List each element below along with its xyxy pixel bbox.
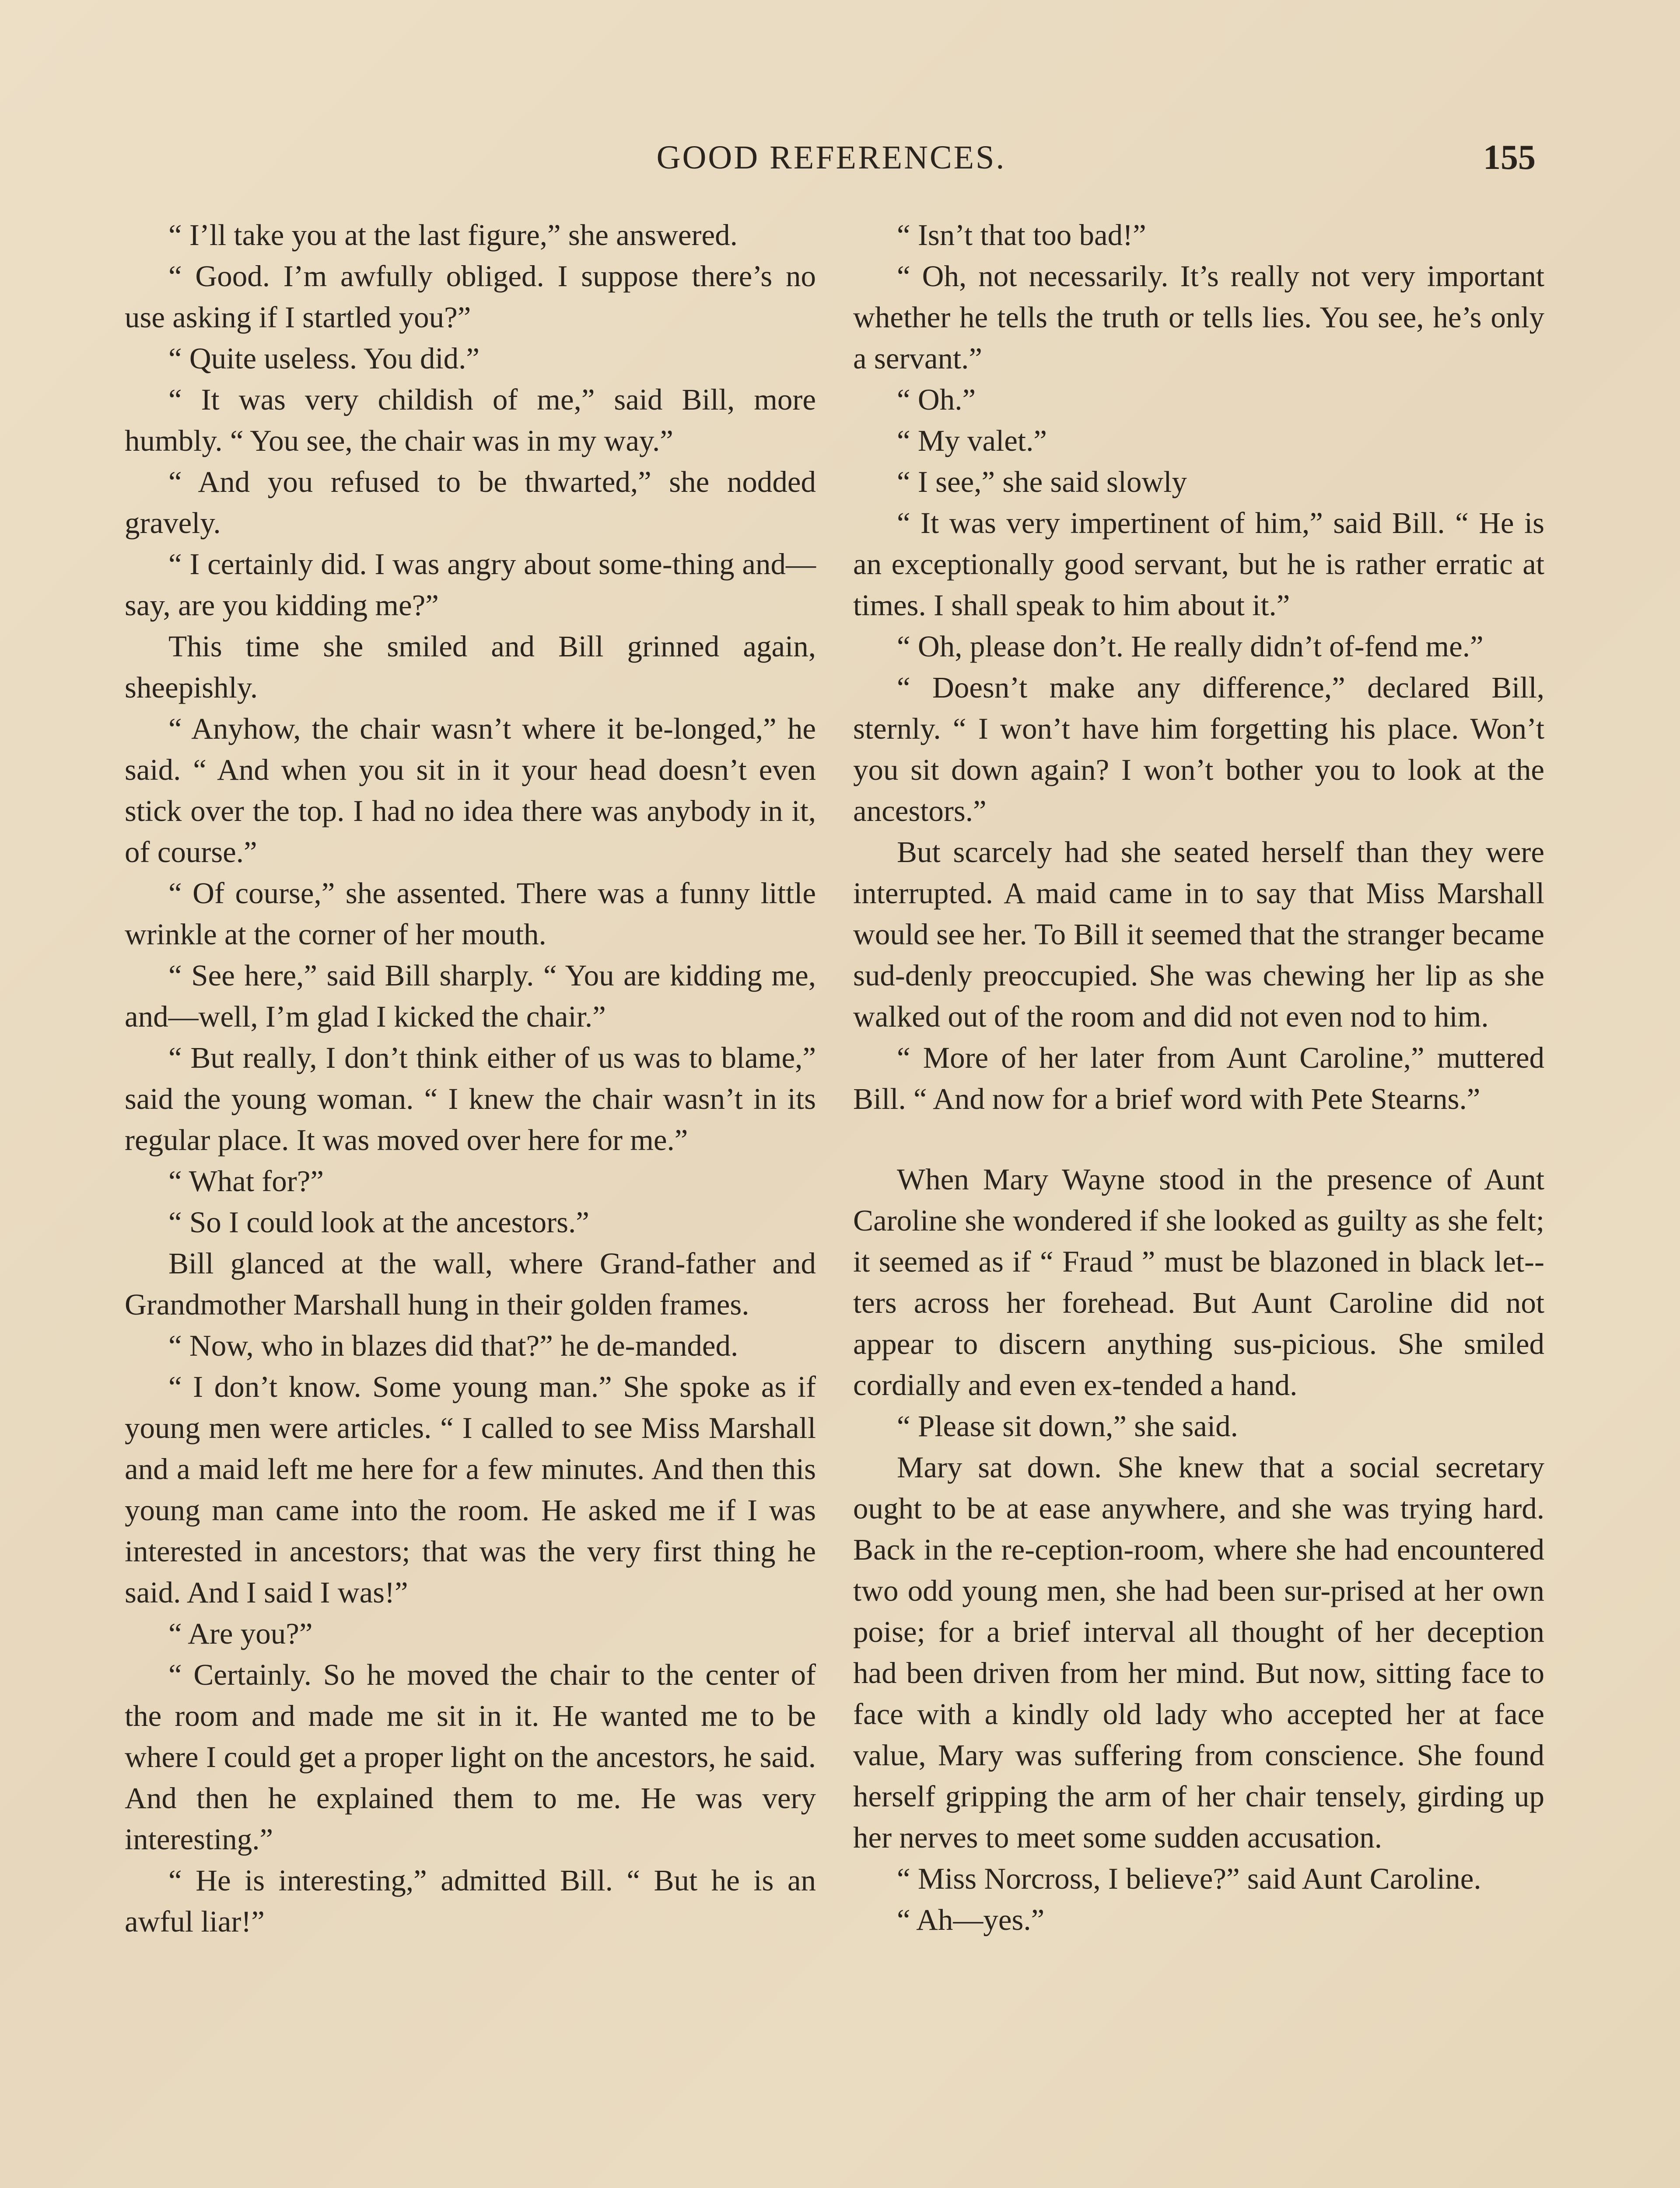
paragraph: “ Good. I’m awfully obliged. I suppose there’s no use asking if I startled you?” bbox=[125, 259, 816, 334]
paragraph: “ I see,” she said slowly bbox=[897, 465, 1187, 498]
paragraph: “ What for?” bbox=[168, 1164, 324, 1198]
paragraph: “ I’ll take you at the last figure,” she answered. bbox=[168, 218, 738, 252]
running-title: GOOD REFERENCES. bbox=[656, 139, 1006, 176]
paragraph: “ Isn’t that too bad!” bbox=[897, 218, 1146, 252]
paragraph: “ Miss Norcross, I believe?” said Aunt Caroline. bbox=[897, 1862, 1481, 1895]
paragraph: “ Quite useless. You did.” bbox=[168, 342, 480, 375]
paragraph: “ It was very childish of me,” said Bill, more humbly. “ You see, the chair was in my way.” bbox=[125, 383, 816, 457]
paragraph: “ My valet.” bbox=[897, 424, 1047, 457]
paragraph: “ Doesn’t make any difference,” declared Bill, sternly. “ I won’t have him forgetting his place. Won’t you sit down again? I won’t bother you to look at the ancestors.” bbox=[853, 671, 1544, 828]
paragraph: “ Of course,” she assented. There was a funny little wrinkle at the corner of her mouth. bbox=[125, 877, 816, 951]
paragraph: “ Please sit down,” she said. bbox=[897, 1410, 1238, 1443]
paragraph: Mary sat down. She knew that a social secretary ought to be at ease anywhere, and she was trying hard. Back in the re-ception-room, where she had encountered two odd young men, she had been sur-prised at her own poise; for a brief interval all thought of her deception had been driven from her mind. But now, sitting face to face with a kindly old lady who accepted her at face value, Mary was suffering from conscience. She found herself gripping the arm of her chair tensely, girding up her nerves to meet some sudden accusation. bbox=[853, 1451, 1544, 1854]
paragraph: “ Anyhow, the chair wasn’t where it be-longed,” he said. “ And when you sit in it your head doesn’t even stick over the top. I had no idea there was anybody in it, of course.” bbox=[125, 712, 816, 869]
paragraph: “ It was very impertinent of him,” said Bill. “ He is an exceptionally good servant, but he is rather erratic at times. I shall speak to him about it.” bbox=[853, 506, 1544, 622]
paragraph: “ More of her later from Aunt Caroline,” muttered Bill. “ And now for a brief word with Pete Stearns.” bbox=[853, 1041, 1544, 1115]
page-number: 155 bbox=[1483, 138, 1536, 177]
page-header bbox=[127, 131, 1536, 184]
paragraph: “ I certainly did. I was angry about some-thing and—say, are you kidding me?” bbox=[125, 547, 816, 622]
paragraph: “ So I could look at the ancestors.” bbox=[168, 1206, 589, 1239]
right-column bbox=[853, 214, 1544, 1940]
left-column bbox=[125, 214, 816, 1942]
paragraph: “ Are you?” bbox=[168, 1617, 313, 1650]
paragraph: “ But really, I don’t think either of us was to blame,” said the young woman. “ I knew the chair wasn’t in its regular place. It was moved over here for me.” bbox=[125, 1041, 816, 1157]
paragraph: When Mary Wayne stood in the presence of Aunt Caroline she wondered if she looked as guilty as she felt; it seemed as if “ Fraud ” must be blazoned in black let-ters across her forehead. But Aunt Caroline did not appear to discern anything sus-picious. She smiled cordially and even ex-tended a hand. bbox=[853, 1163, 1544, 1402]
paragraph: “ Now, who in blazes did that?” he de-manded. bbox=[168, 1329, 738, 1362]
paragraph: But scarcely had she seated herself than they were interrupted. A maid came in to say that Miss Marshall would see her. To Bill it seemed that the stranger became sud-denly preoccupied. She was chewing her lip as she walked out of the room and did not even nod to him. bbox=[853, 835, 1544, 1033]
paragraph: “ And you refused to be thwarted,” she nodded gravely. bbox=[125, 465, 816, 540]
paragraph: “ He is interesting,” admitted Bill. “ But he is an awful liar!” bbox=[125, 1864, 816, 1938]
paragraph: “ Certainly. So he moved the chair to the center of the room and made me sit in it. He wanted me to be where I could get a proper light on the ancestors, he said. And then he explained them to me. He was very interesting.” bbox=[125, 1658, 816, 1856]
paragraph: Bill glanced at the wall, where Grand-father and Grandmother Marshall hung in their golden frames. bbox=[125, 1247, 816, 1321]
paragraph: “ Oh, please don’t. He really didn’t of-fend me.” bbox=[897, 630, 1484, 663]
paragraph: “ I don’t know. Some young man.” She spoke as if young men were articles. “ I called to see Miss Marshall and a maid left me here for a few minutes. And then this young man came into the room. He asked me if I was interested in ancestors; that was the very first thing he said. And I said I was!” bbox=[125, 1370, 816, 1609]
paragraph: “ Oh.” bbox=[897, 383, 976, 416]
paragraph: “ Ah—yes.” bbox=[897, 1903, 1045, 1936]
paragraph: This time she smiled and Bill grinned again, sheepishly. bbox=[125, 630, 816, 704]
paragraph: “ Oh, not necessarily. It’s really not very important whether he tells the truth or tells lies. You see, he’s only a servant.” bbox=[853, 259, 1544, 375]
paragraph: “ See here,” said Bill sharply. “ You are kidding me, and—well, I’m glad I kicked the chair.” bbox=[125, 959, 816, 1033]
